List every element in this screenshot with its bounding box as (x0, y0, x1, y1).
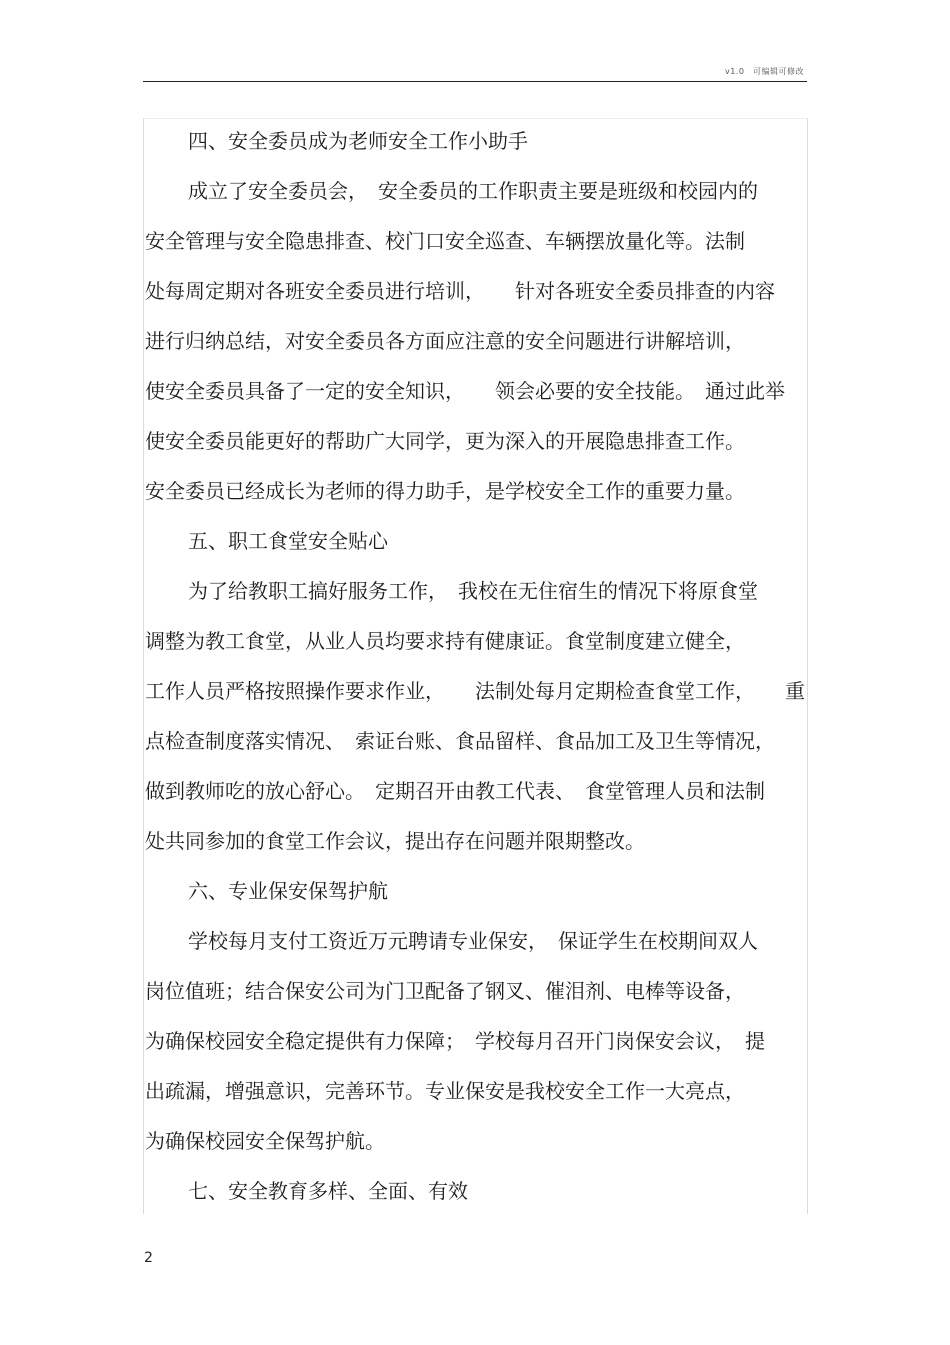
paragraph-line: 做到教师吃的放心舒心。 定期召开由教工代表、 食堂管理人员和法制 (145, 779, 765, 803)
paragraph-line: 安全管理与安全隐患排查、校门口安全巡查、车辆摆放量化等。法制 (145, 229, 745, 253)
page-number: 2 (144, 1250, 153, 1266)
section-heading-6: 六、专业保安保驾护航 (188, 879, 388, 903)
paragraph-line: 为确保校园安全保驾护航。 (145, 1129, 385, 1153)
paragraph-line: 调整为教工食堂，从业人员均要求持有健康证。食堂制度建立健全， (145, 629, 745, 653)
paragraph-line: 进行归纳总结，对安全委员各方面应注意的安全问题进行讲解培训， (145, 329, 745, 353)
header-rule (143, 81, 807, 82)
section-heading-5: 五、职工食堂安全贴心 (188, 529, 388, 553)
paragraph-line: 为确保校园安全稳定提供有力保障； 学校每月召开门岗保安会议， 提 (145, 1029, 765, 1053)
paragraph-line: 点检查制度落实情况、 索证台账、食品留样、食品加工及卫生等情况， (145, 729, 775, 753)
paragraph-line: 出疏漏，增强意识，完善环节。专业保安是我校安全工作一大亮点， (145, 1079, 745, 1103)
paragraph-line: 为了给教职工搞好服务工作， 我校在无住宿生的情况下将原食堂 (188, 579, 758, 603)
paragraph-line: 岗位值班；结合保安公司为门卫配备了钢叉、催泪剂、电棒等设备， (145, 979, 745, 1003)
section-heading-4: 四、安全委员成为老师安全工作小助手 (188, 129, 528, 153)
header-version-label: v1.0 可编辑可修改 (725, 67, 804, 76)
section-heading-7: 七、安全教育多样、全面、有效 (188, 1179, 468, 1203)
paragraph-line: 处每周定期对各班安全委员进行培训， 针对各班安全委员排查的内容 (145, 279, 775, 303)
paragraph-line: 安全委员已经成长为老师的得力助手，是学校安全工作的重要力量。 (145, 479, 745, 503)
paragraph-line: 学校每月支付工资近万元聘请专业保安， 保证学生在校期间双人 (188, 929, 758, 953)
paragraph-line: 使安全委员能更好的帮助广大同学，更为深入的开展隐患排查工作。 (145, 429, 745, 453)
paragraph-line: 处共同参加的食堂工作会议，提出存在问题并限期整改。 (145, 829, 645, 853)
paragraph-line: 使安全委员具备了一定的安全知识， 领会必要的安全技能。 通过此举 (145, 379, 785, 403)
paragraph-line: 成立了安全委员会， 安全委员的工作职责主要是班级和校园内的 (188, 179, 758, 203)
paragraph-line: 工作人员严格按照操作要求作业， 法制处每月定期检查食堂工作， 重 (145, 679, 805, 703)
